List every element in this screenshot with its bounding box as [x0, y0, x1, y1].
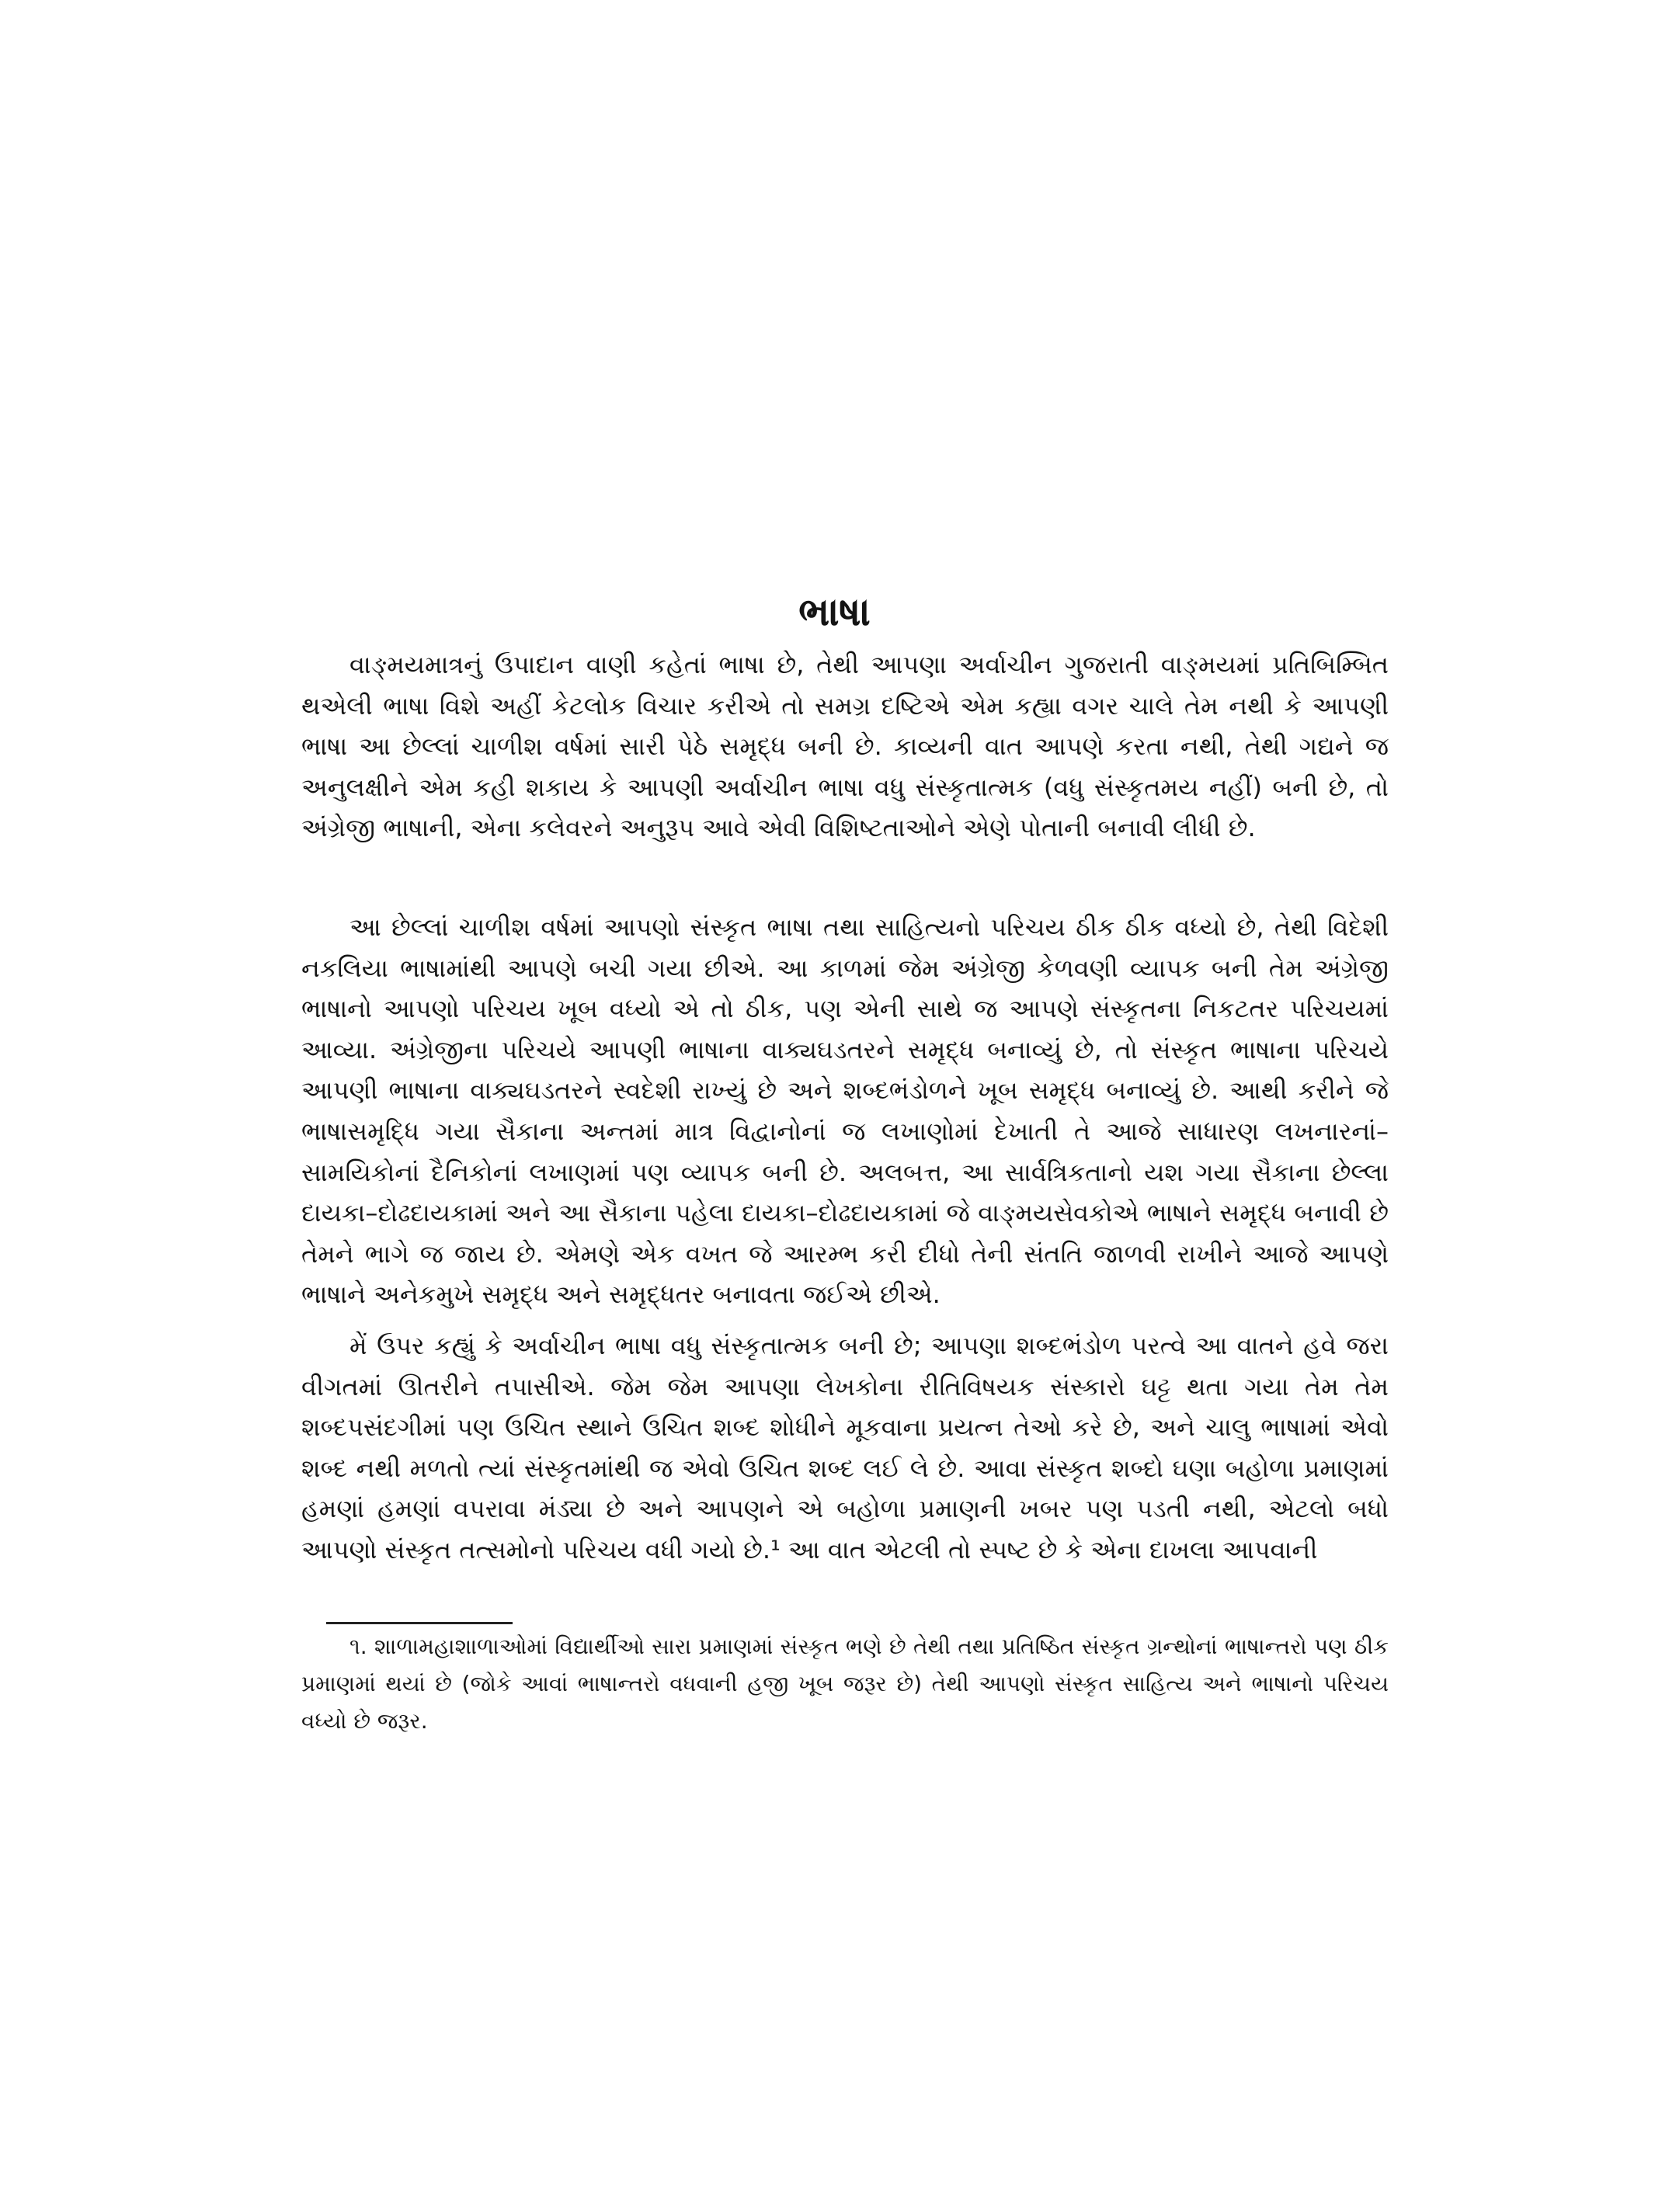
- page-title: ભાષા: [798, 589, 871, 634]
- paragraph-3: મેં ઉપર કહ્યું કે અર્વાચીન ભાષા વધુ સંસ્કૃતાત્મક બની છે; આપણા શબ્દભંડોળ પરત્વે આ વાતને હવે જરા વીગતમાં ઊતરીને તપાસીએ. જેમ જેમ આપણા લેખકોના રીતિવિષયક સંસ્કારો ઘટ્ટ થતા ગયા તેમ તેમ શબ્દપસંદગીમાં પણ ઉચિત સ્થાને ઉચિત શબ્દ શોધીને મૂકવાના પ્રયત્ન તેઓ કરે છે, અને ચાલુ ભાષામાં એવો શબ્દ નથી મળતો ત્યાં સંસ્કૃતમાંથી જ એવો ઉચિત શબ્દ લઈ લે છે. આવા સંસ્કૃત શબ્દો ઘણા બહોળા પ્રમાણમાં હમણાં હમણાં વપરાવા મંડ્યા છે અને આપણને એ બહોળા પ્રમાણની ખબર પણ પડતી નથી, એટલો બધો આપણો સંસ્કૃત તત્સમોનો પરિચય વધી ગયો છે.¹ આ વાત એટલી તો સ્પષ્ટ છે કે એના દાખલા આપવાની: [301, 1331, 1389, 1564]
- footnote: ૧. શાળામહાશાળાઓમાં વિદ્યાર્થીઓ સારા પ્રમાણમાં સંસ્કૃત ભણે છે તેથી તથા પ્રતિષ્ઠિત સંસ્કૃત ગ્રન્થોનાં ભાષાન્તરો પણ ઠીક પ્રમાણમાં થયાં છે (જોકે આવાં ભાષાન્તરો વધવાની હજી ખૂબ જરૂર છે) તેથી આપણો સંસ્કૃત સાહિત્ય અને ભાષાનો પરિચય વધ્યો છે જરૂર.: [301, 1634, 1389, 1734]
- paragraph-2: આ છેલ્લાં ચાળીશ વર્ષમાં આપણો સંસ્કૃત ભાષા તથા સાહિત્યનો પરિચય ઠીક ઠીક વધ્યો છે, તેથી વિદેશી નકલિયા ભાષામાંથી આપણે બચી ગયા છીએ. આ કાળમાં જેમ અંગ્રેજી કેળવણી વ્યાપક બની તેમ અંગ્રેજી ભાષાનો આપણો પરિચય ખૂબ વધ્યો એ તો ઠીક, પણ એની સાથે જ આપણે સંસ્કૃતના નિકટતર પરિચયમાં આવ્યા. અંગ્રેજીના પરિચયે આપણી ભાષાના વાક્યઘડતરને સમૃદ્ધ બનાવ્યું છે, તો સંસ્કૃત ભાષાના પરિચયે આપણી ભાષાના વાક્યઘડતરને સ્વદેશી રાખ્યું છે અને શબ્દભંડોળને ખૂબ સમૃદ્ધ બનાવ્યું છે. આથી કરીને જે ભાષાસમૃદ્ધિ ગયા સૈકાના અન્તમાં માત્ર વિદ્વાનોનાં જ લખાણોમાં દેખાતી તે આજે સાધારણ લખનારનાં–સામયિકોનાં દૈનિકોનાં લખાણમાં પણ વ્યાપક બની છે. અલબત્ત, આ સાર્વત્રિકતાનો યશ ગયા સૈકાના છેલ્લા દાયકા–દોઢદાયકામાં અને આ સૈકાના પહેલા દાયકા–દોઢદાયકામાં જે વાઙ્મયસેવકોએ ભાષાને સમૃદ્ધ બનાવી છે તેમને ભાગે જ જાય છે. એમણે એક વખત જે આરમ્ભ કરી દીધો તેની સંતતિ જાળવી રાખીને આજે આપણે ભાષાને અનેકમુખે સમૃદ્ધ અને સમૃદ્ધતર બનાવતા જઈએ છીએ.: [301, 912, 1389, 1310]
- footnote-divider: [326, 1622, 513, 1624]
- paragraph-1: વાઙ્મયમાત્રનું ઉપાદાન વાણી કહેતાં ભાષા છે, તેથી આપણા અર્વાચીન ગુજરાતી વાઙ્મયમાં પ્રતિબિમ્બિત થએલી ભાષા વિશે અહીં કેટલોક વિચાર કરીએ તો સમગ્ર દષ્ટિએ એમ કહ્યા વગર ચાલે તેમ નથી કે આપણી ભાષા આ છેલ્લાં ચાળીશ વર્ષમાં સારી પેઠે સમૃદ્ધ બની છે. કાવ્યની વાત આપણે કરતા નથી, તેથી ગદ્યને જ અનુલક્ષીને એમ કહી શકાય કે આપણી અર્વાચીન ભાષા વધુ સંસ્કૃતાત્મક (વધુ સંસ્કૃતમય નહીં) બની છે, તો અંગ્રેજી ભાષાની, એના કલેવરને અનુરૂપ આવે એવી વિશિષ્ટતાઓને એણે પોતાની બનાવી લીધી છે.: [301, 650, 1389, 843]
